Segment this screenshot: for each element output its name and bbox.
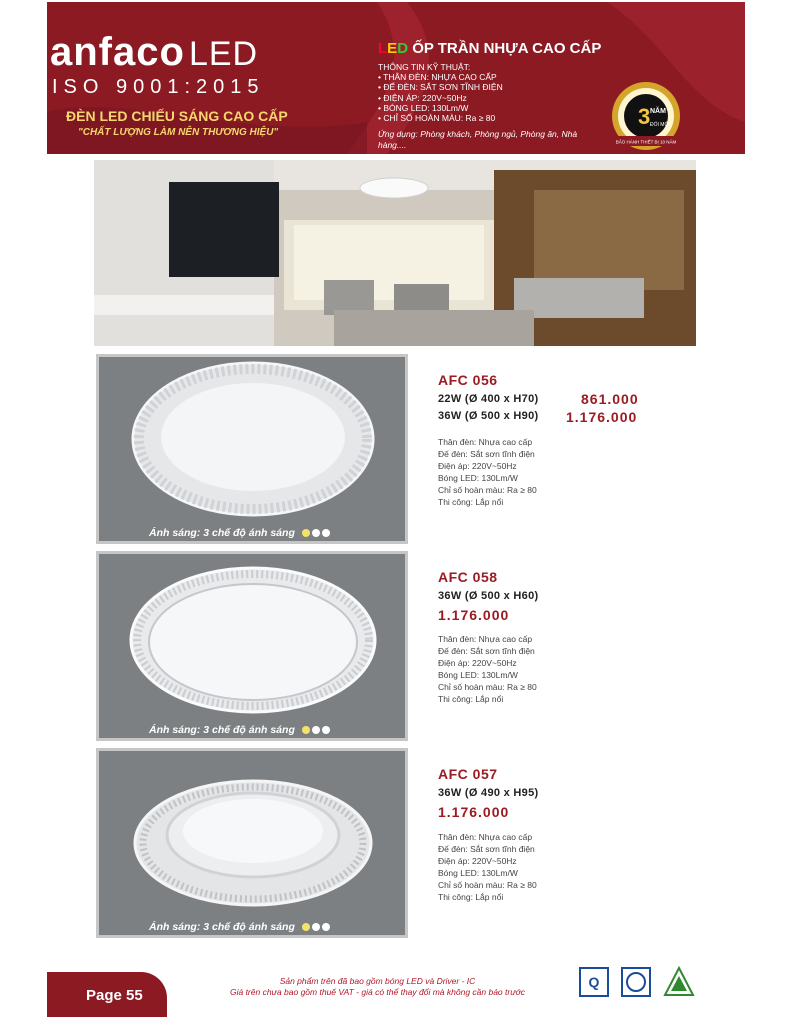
badge-years-label: NĂM bbox=[650, 108, 666, 115]
svg-text:Q: Q bbox=[588, 974, 600, 990]
detail-line: Thi công: Lắp nổi bbox=[438, 497, 504, 507]
iso-certification: ISO 9001:2015 bbox=[52, 76, 265, 98]
detail-line: Bóng LED: 130Lm/W bbox=[438, 473, 518, 483]
product-price: 1.176.000 bbox=[438, 804, 510, 820]
product-variant: 36W (Ø 490 x H95) bbox=[438, 787, 539, 799]
warm-dot-icon bbox=[302, 726, 310, 734]
detail-line: Thân đèn: Nhựa cao cấp bbox=[438, 634, 533, 644]
detail-line: Đế đèn: Sắt sơn tĩnh điện bbox=[438, 449, 535, 459]
product-details bbox=[438, 633, 537, 705]
white-dot-icon bbox=[322, 726, 330, 734]
certification-logos bbox=[578, 966, 701, 998]
product-image-afc056 bbox=[96, 354, 408, 544]
spec-line: • ĐẾ ĐÈN: SẮT SƠN TĨNH ĐIỆN bbox=[378, 82, 503, 93]
detail-line: Chỉ số hoàn màu: Ra ≥ 80 bbox=[438, 682, 537, 692]
light-mode-label: Ánh sáng: 3 chế độ ánh sáng bbox=[149, 724, 332, 736]
detail-line: Thi công: Lắp nổi bbox=[438, 694, 504, 704]
ceiling-light-afc058-icon bbox=[99, 554, 405, 738]
white-dot-icon bbox=[312, 726, 320, 734]
white-dot-icon bbox=[322, 529, 330, 537]
white-dot-icon bbox=[312, 923, 320, 931]
light-mode-dots bbox=[302, 724, 332, 736]
slogan: "CHẤT LƯỢNG LÀM NÊN THƯƠNG HIỆU" bbox=[78, 127, 279, 138]
spec-line: • ĐIỆN ÁP: 220V~50Hz bbox=[378, 92, 467, 103]
product-image-afc058 bbox=[96, 551, 408, 741]
detail-line: Chỉ số hoàn màu: Ra ≥ 80 bbox=[438, 880, 537, 890]
quality-triangle-icon bbox=[663, 966, 695, 998]
ceiling-light-afc057-icon bbox=[99, 751, 405, 935]
detail-line: Đế đèn: Sắt sơn tĩnh điện bbox=[438, 844, 535, 854]
product-details bbox=[438, 831, 537, 903]
warm-dot-icon bbox=[302, 923, 310, 931]
detail-line: Bóng LED: 130Lm/W bbox=[438, 868, 518, 878]
badge-sub: ĐỔI MỚI bbox=[650, 122, 671, 128]
product-variant: 36W (Ø 500 x H90) bbox=[438, 410, 539, 422]
footer-note-line: Giá trên chưa bao gồm thuế VAT - giá có thể thay đổi mà không cần báo trước bbox=[229, 987, 525, 997]
detail-line: Điện áp: 220V~50Hz bbox=[438, 856, 517, 866]
badge-ribbon: BẢO HÀNH THIẾT BỊ 10 NĂM bbox=[615, 139, 677, 145]
product-price: 1.176.000 bbox=[438, 607, 510, 623]
led-colored-word: LED bbox=[378, 40, 409, 57]
page-number: Page 55 bbox=[86, 987, 143, 1004]
spec-line: • CHỈ SỐ HOÀN MÀU: Ra ≥ 80 bbox=[378, 113, 496, 124]
footer-note bbox=[200, 976, 555, 998]
brand-logo: anfaco LED bbox=[50, 30, 259, 74]
white-dot-icon bbox=[322, 923, 330, 931]
light-mode-label: Ánh sáng: 3 chế độ ánh sáng bbox=[149, 527, 332, 539]
product-line-title: LED ỐP TRẦN NHỰA CAO CẤP bbox=[378, 40, 602, 57]
product-variant: 36W (Ø 500 x H60) bbox=[438, 590, 539, 602]
tagline: ĐÈN LED CHIẾU SÁNG CAO CẤP bbox=[66, 108, 288, 124]
footer-note-line: Sản phẩm trên đã bao gồm bóng LED và Driver - IC bbox=[279, 976, 476, 986]
warm-dot-icon bbox=[302, 529, 310, 537]
detail-line: Điện áp: 220V~50Hz bbox=[438, 658, 517, 668]
product-price: 861.000 bbox=[581, 391, 639, 407]
warranty-badge-icon bbox=[608, 80, 684, 156]
detail-line: Bóng LED: 130Lm/W bbox=[438, 670, 518, 680]
specs-heading: THÔNG TIN KỸ THUẬT: bbox=[378, 62, 471, 72]
product-price: 1.176.000 bbox=[566, 409, 638, 425]
light-mode-dots bbox=[302, 527, 332, 539]
tech-specs bbox=[378, 62, 598, 123]
detail-line: Thi công: Lắp nổi bbox=[438, 892, 504, 902]
detail-line: Điện áp: 220V~50Hz bbox=[438, 461, 517, 471]
ceiling-light-afc056-icon bbox=[99, 357, 405, 541]
detail-line: Đế đèn: Sắt sơn tĩnh điện bbox=[438, 646, 535, 656]
detail-line: Thân đèn: Nhựa cao cấp bbox=[438, 437, 533, 447]
product-code: AFC 056 bbox=[438, 372, 498, 388]
usage-text: Ứng dụng: Phòng khách, Phòng ngủ, Phòng ăn, Nhà hàng.... bbox=[378, 129, 578, 150]
product-code: AFC 057 bbox=[438, 766, 498, 782]
room-photo bbox=[94, 160, 696, 346]
badge-years: 3 bbox=[638, 104, 651, 129]
product-code: AFC 058 bbox=[438, 569, 498, 585]
spec-line: • THÂN ĐÈN: NHỰA CAO CẤP bbox=[378, 72, 497, 83]
light-mode-label: Ánh sáng: 3 chế độ ánh sáng bbox=[149, 921, 332, 933]
light-mode-dots bbox=[302, 921, 332, 933]
product-details bbox=[438, 436, 537, 508]
product-image-afc057 bbox=[96, 748, 408, 938]
qr-cert-icon bbox=[578, 966, 610, 998]
detail-line: Thân đèn: Nhựa cao cấp bbox=[438, 832, 533, 842]
iso-cert-icon bbox=[620, 966, 652, 998]
detail-line: Chỉ số hoàn màu: Ra ≥ 80 bbox=[438, 485, 537, 495]
white-dot-icon bbox=[312, 529, 320, 537]
product-variant: 22W (Ø 400 x H70) bbox=[438, 393, 539, 405]
spec-line: • BÓNG LED: 130Lm/W bbox=[378, 102, 469, 113]
